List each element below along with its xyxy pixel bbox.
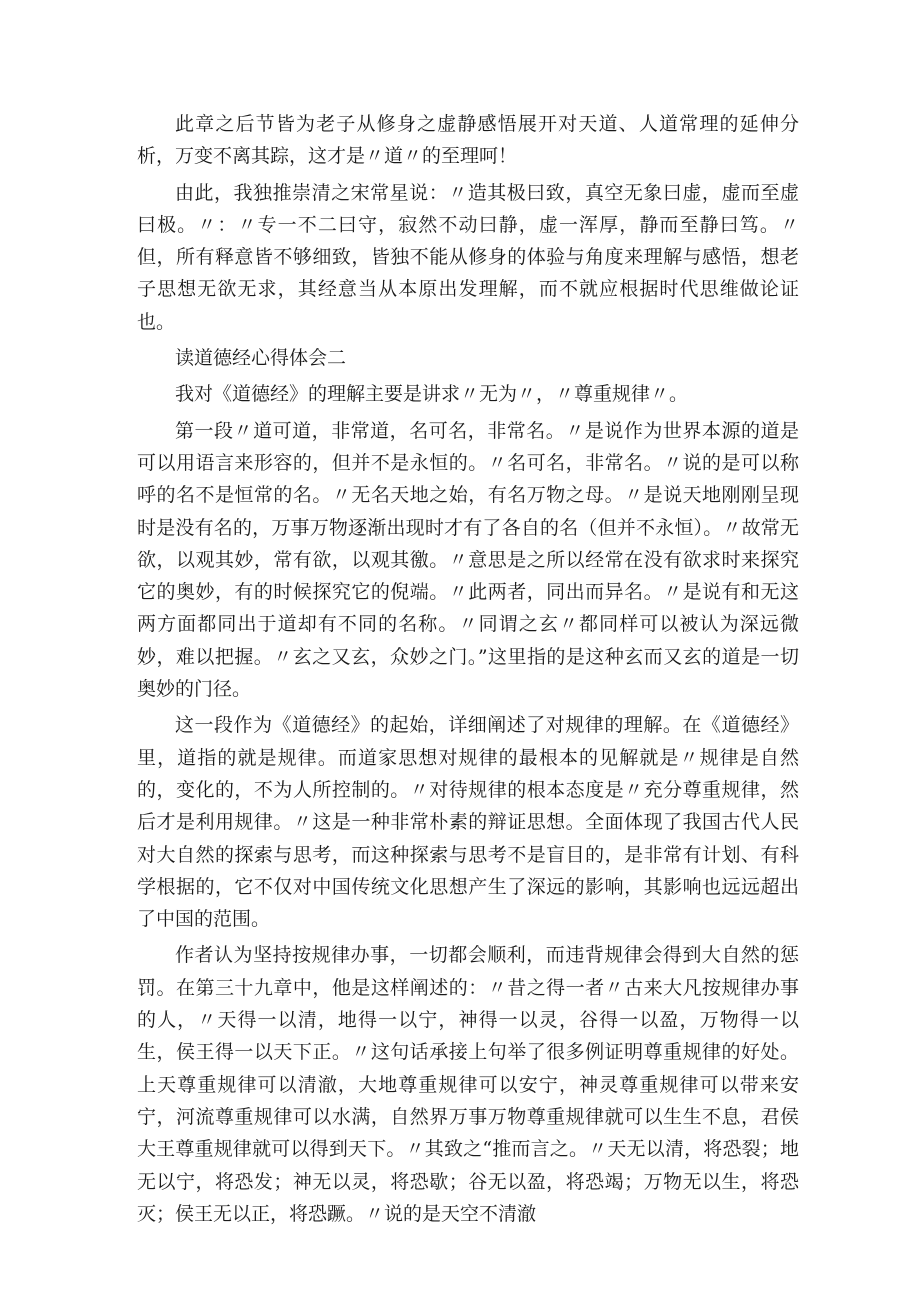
section-heading: 读道德经心得体会二: [175, 347, 347, 370]
paragraph-6: 作者认为坚持按规律办事，一切都会顺利，而违背规律会得到大自然的惩罚。在第三十九章中，他是这样阐述的：〃昔之得一者〃古来大凡按规律办事的人，〃天得一以清，地得一以宁，神得一以灵，谷得一以盈，万物得一以生，侯王得一以天下正。〃这句话承接上句举了很多例证明尊重规律的好处。上天尊重规律可以清澈，大地尊重规律可以安宁，神灵尊重规律可以带来安宁，河流尊重规律可以水满，自然界万事万物尊重规律就可以生生不息，君侯大王尊重规律就可以得到天下。〃其致之“推而言之。〃天无以清，将恐裂；地无以宁，将恐发；神无以灵，将恐歇；谷无以盈，将恐竭；万物无以生，将恐灭；侯王无以正，将恐蹶。〃说的是天空不清澈: [137, 944, 799, 1225]
paragraph-4: 第一段〃道可道，非常道，名可名，非常名。〃是说作为世界本源的道是可以用语言来形容的，但并不是永恒的。〃名可名，非常名。〃说的是可以称呼的名不是恒常的名。〃无名天地之始，有名万物之母。〃是说天地刚刚呈现时是没有名的，万事万物逐渐出现时才有了各自的名（但并不永恒）。〃故常无欲，以观其妙，常有欲，以观其徼。〃意思是之所以经常在没有欲求时来探究它的奥妙，有的时候探究它的倪端。〃此两者，同出而异名。〃是说有和无这两方面都同出于道却有不同的名称。〃同谓之玄〃都同样可以被认为深远微妙，难以把握。〃玄之又玄，众妙之门。”这里指的是这种玄而又玄的道是一切奥妙的门径。: [137, 419, 799, 701]
paragraph-1: 此章之后节皆为老子从修身之虚静感悟展开对天道、人道常理的延伸分析，万变不离其踪，这才是〃道〃的至理呵！: [137, 113, 799, 168]
paragraph-2: 由此，我独推崇清之宋常星说：〃造其极曰致，真空无象曰虚，虚而至虚曰极。〃：〃专一不二曰守，寂然不动曰静，虚一浑厚，静而至静曰笃。〃但，所有释意皆不够细致，皆独不能从修身的体验与角度来理解与感悟，想老子思想无欲无求，其经意当从本原出发理解，而不就应根据时代思维做论证也。: [137, 181, 799, 333]
paragraph-5: 这一段作为《道德经》的起始，详细阐述了对规律的理解。在《道德经》里，道指的就是规律。而道家思想对规律的最根本的见解就是〃规律是自然的，变化的，不为人所控制的。〃对待规律的根本态度是〃充分尊重规律，然后才是利用规律。〃这是一种非常朴素的辩证思想。全面体现了我国古代人民对大自然的探索与思考，而这种探索与思考不是盲目的，是非常有计划、有科学根据的，它不仅对中国传统文化思想产生了深远的影响，其影响也远远超出了中国的范围。: [137, 714, 799, 931]
document-body: [137, 108, 799, 1234]
paragraph-3: 我对《道德经》的理解主要是讲求〃无为〃，〃尊重规律〃。: [175, 383, 689, 406]
